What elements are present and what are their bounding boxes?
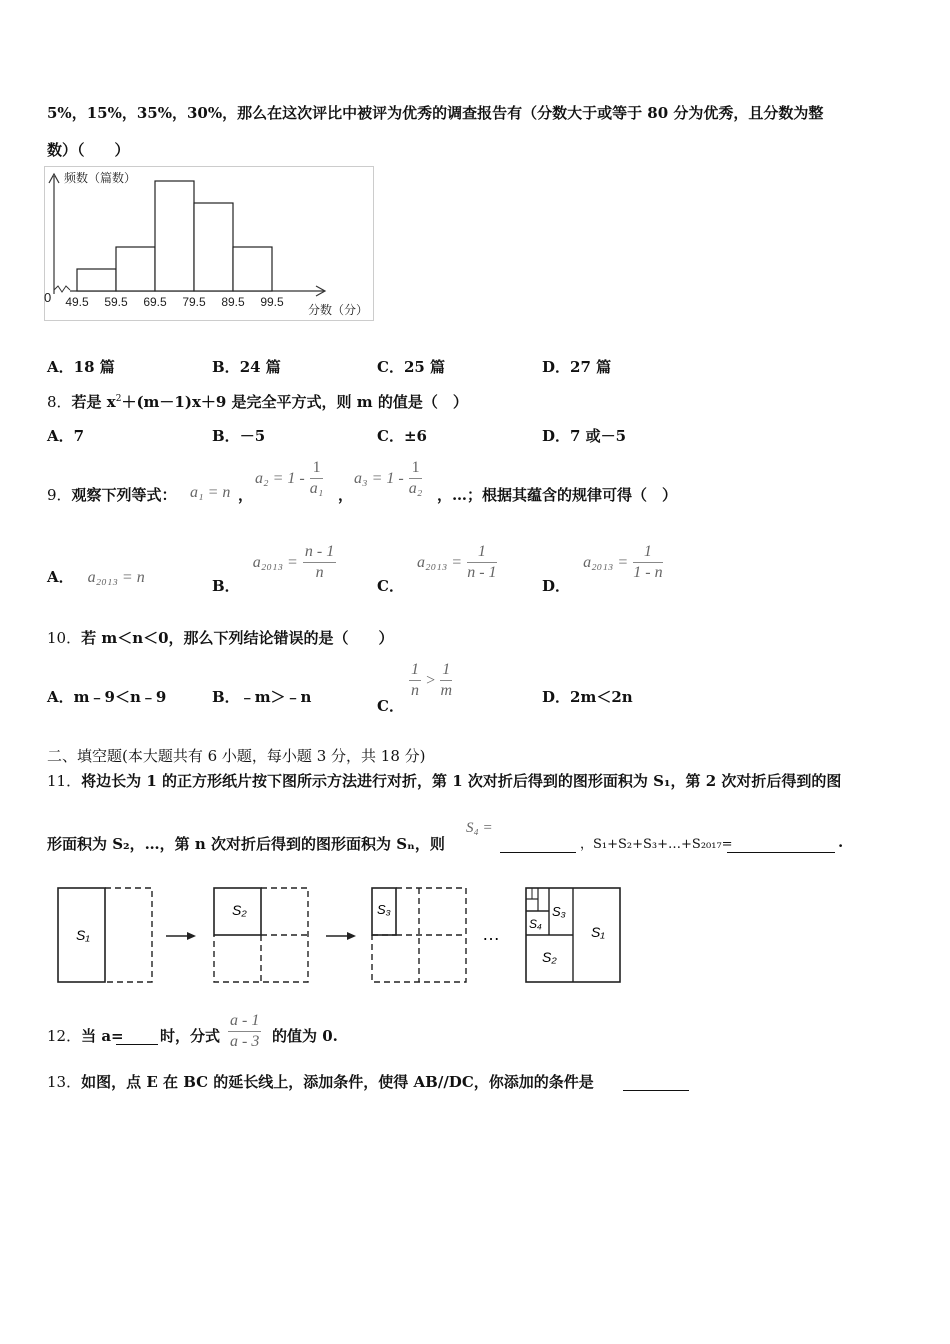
final-label-s4: S₄ (529, 917, 542, 931)
fold2-label: S₂ (232, 902, 247, 918)
q9-sep1: ， (238, 486, 254, 504)
q13-stem: 13．如图，点 E 在 BC 的延长线上，添加条件，使得 AB//DC，你添加的条件是 (47, 1073, 594, 1091)
histogram-bar (194, 203, 233, 291)
q9-option-b[interactable]: B． a₂₀₁₃ = $\frac{n - 1}{n}$ (212, 543, 335, 595)
q7-option-d[interactable]: D．27 篇 (542, 358, 612, 376)
q9-option-c[interactable]: C． a₂₀₁₃ = $\frac{1}{n - 1}$ (377, 543, 497, 595)
fold1-label: S₁ (76, 927, 90, 943)
histogram-bar (77, 269, 116, 291)
q8-option-a[interactable]: A．7 (47, 427, 85, 445)
arrow-2-head (347, 932, 356, 940)
q11-sum: ，S₁+S₂+S₃+…+S₂₀₁₇= (580, 837, 733, 852)
origin-label: 0 (44, 290, 52, 305)
q7-line1: 5%，15%，35%，30%，那么在这次评比中被评为优秀的调查报告有（分数大于或等于 80 分为优秀，且分数为整 (47, 104, 824, 122)
q11-s4: S₄ = (466, 820, 493, 836)
x-tick-label: 49.5 (65, 295, 89, 309)
q12-mid: 时，分式 (160, 1027, 221, 1045)
q9-eq2: a₂ = 1 - $\frac{1}{\text{a₁}}$ (255, 459, 324, 497)
q11-blank-1[interactable] (500, 834, 576, 853)
fold3-label: S₃ (377, 902, 391, 917)
folding-figure (50, 880, 630, 990)
q10-stem: 10．若 m＜n＜0，那么下列结论错误的是（ ） (47, 629, 394, 647)
q10-option-c[interactable]: C． $\frac{1}{n}$ > $\frac{1}{m}$ (377, 661, 453, 715)
final-label-s2: S₂ (542, 949, 557, 965)
q12-post: 的值为 0. (272, 1027, 338, 1045)
q13-blank[interactable] (623, 1072, 689, 1091)
q8-option-b[interactable]: B．－5 (212, 427, 266, 445)
q8-option-c[interactable]: C．±6 (377, 427, 427, 445)
histogram-bar (116, 247, 155, 291)
x-tick-label: 79.5 (182, 295, 206, 309)
q9-eq1: a₁ = n (190, 484, 231, 501)
x-tick-label: 59.5 (104, 295, 128, 309)
histogram-bar (233, 247, 272, 291)
q10-option-d[interactable]: D．2m＜2n (542, 688, 633, 706)
q11-blank-2[interactable] (727, 834, 835, 853)
x-tick-label: 69.5 (143, 295, 167, 309)
axis-break (54, 286, 70, 292)
arrow-1-head (187, 932, 196, 940)
q9-option-d[interactable]: D． a₂₀₁₃ = $\frac{1}{1 - n}$ (542, 543, 663, 595)
histogram-bar (155, 181, 194, 291)
section-title: 二、填空题(本大题共有 6 小题，每小题 3 分，共 18 分) (47, 747, 426, 765)
q12-blank[interactable] (116, 1026, 158, 1045)
x-tick-label: 89.5 (221, 295, 245, 309)
q9-option-a[interactable]: A． a₂₀₁₃ = n (47, 568, 145, 586)
ellipsis: … (482, 924, 500, 944)
histogram-chart (44, 166, 376, 322)
q11-end: . (838, 833, 844, 851)
q9-tail: ，…；根据其蕴含的规律可得（ ） (437, 486, 678, 504)
q7-option-a[interactable]: A．18 篇 (47, 358, 115, 376)
x-tick-label: 99.5 (260, 295, 284, 309)
q9-number-text: 9．观察下列等式： (47, 486, 177, 504)
q11-line1: 11．将边长为 1 的正方形纸片按下图所示方法进行对折，第 1 次对折后得到的图形面积为 S₁，第 2 次对折后得到的图 (47, 772, 842, 790)
q9-sep2: ， (338, 486, 354, 504)
q11-line2: 形面积为 S₂，…，第 n 次对折后得到的图形面积为 Sₙ，则 (47, 835, 445, 853)
q12-fraction: $\frac{a - 1}{a - 3}$ (230, 1012, 260, 1050)
x-axis-label: 分数（分） (308, 303, 369, 317)
q8-option-d[interactable]: D．7 或－5 (542, 427, 627, 445)
q9-eq3: a₃ = 1 - $\frac{1}{\text{a₂}}$ (354, 459, 423, 497)
q12-pre: 12．当 a= (47, 1027, 124, 1045)
q8-stem: 8．若是 $x^2+(m-1)x+9$ 是完全平方式，则 m 的值是（ ） (47, 393, 468, 411)
final-label-s3: S₃ (552, 904, 566, 919)
q7-option-b[interactable]: B．24 篇 (212, 358, 281, 376)
y-axis-label: 频数（篇数） (64, 171, 137, 185)
q10-option-a[interactable]: A．m﹣9＜n﹣9 (47, 688, 167, 706)
q10-option-b[interactable]: B．﹣m＞﹣n (212, 688, 312, 706)
final-label-s1: S₁ (591, 924, 605, 940)
q7-line2: 数）（ ） (47, 141, 130, 159)
fold1-dashed (105, 888, 152, 982)
q7-option-c[interactable]: C．25 篇 (377, 358, 446, 376)
